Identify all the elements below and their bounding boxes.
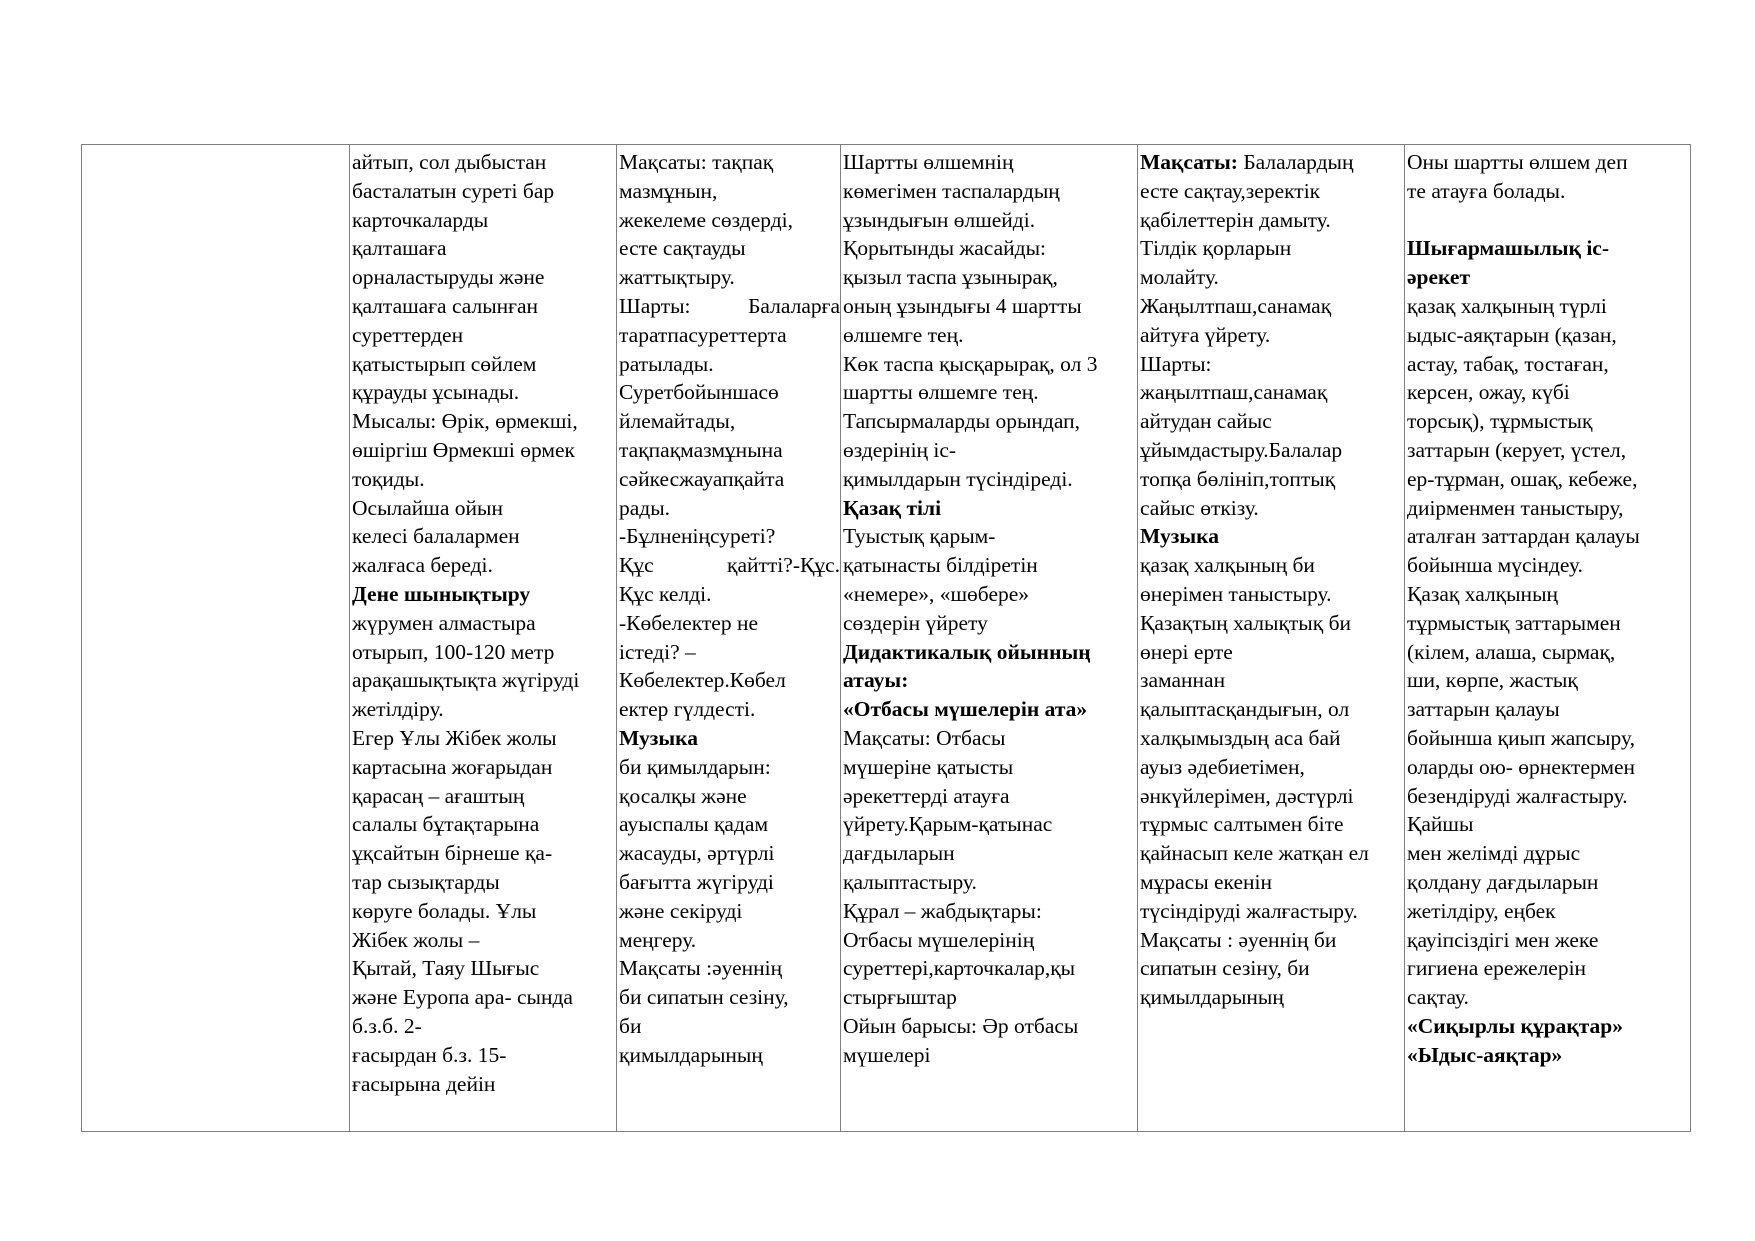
- text-line: картасына жоғарыдан: [352, 754, 553, 779]
- text-line: жүрумен алмастыра: [352, 610, 536, 635]
- text-line: те атауға болады.: [1407, 178, 1566, 203]
- text-line: қимылдарының: [1140, 985, 1284, 1010]
- text-line: тоқиды.: [352, 466, 425, 491]
- text-line: жетілдіру.: [352, 697, 444, 722]
- text-line: ши, көрпе, жастық: [1407, 668, 1578, 693]
- text-fragment: Балалардың: [1237, 150, 1354, 174]
- text-line: «Ыдыс-аяқтар»: [1407, 1042, 1563, 1067]
- text-line: айтып, сол дыбыстан: [352, 150, 547, 174]
- text-line: бойынша мүсіндеу.: [1407, 553, 1583, 578]
- text-line: қарасаң – ағаштың: [352, 783, 525, 808]
- text-fragment: Құс: [619, 553, 654, 578]
- text-line: қосалқы және: [619, 783, 747, 808]
- text-line: әнкүйлерімен, дәстүрлі: [1140, 783, 1354, 808]
- text-line: рады.: [619, 495, 671, 520]
- text-line: арақашықтықта жүгіруді: [352, 668, 580, 693]
- text-line: ектер гүлдесті.: [619, 697, 756, 722]
- text-line: ауыспалы қадам: [619, 812, 769, 837]
- text-line: тар сызықтарды: [352, 869, 500, 894]
- text-line: қимылдарының: [619, 1042, 763, 1067]
- text-line: заттарын қалауы: [1407, 697, 1560, 722]
- text-line: құрауды ұсынады.: [352, 380, 520, 405]
- text-line: молайту.: [1140, 265, 1219, 290]
- text-line: Ойын барысы: Әр отбасы: [843, 1013, 1079, 1038]
- text-line: өздерінің іс-: [843, 437, 957, 462]
- text-line: мұрасы екенін: [1140, 869, 1272, 894]
- text-line: б.з.б. 2-: [352, 1013, 422, 1038]
- text-line: қайнасып келе жатқан ел: [1140, 841, 1369, 866]
- text-line: Шарты:: [1140, 351, 1212, 376]
- text-line: есте сақтауды: [619, 236, 746, 261]
- text-line: Мақсаты: Отбасы: [843, 725, 1006, 750]
- text-line: жекелеме сөздерді,: [619, 207, 793, 232]
- text-line: Көк таспа қысқарырақ, ол 3: [843, 351, 1098, 376]
- text-line: атауы:: [843, 668, 909, 693]
- text-line: қалыптасқандығын, ол: [1140, 697, 1350, 722]
- text-line: Оны шартты өлшем деп: [1407, 150, 1628, 174]
- text-line: үйрету.Қарым-қатынас: [843, 812, 1053, 837]
- table-row: [82, 145, 1691, 1132]
- table-cell-col-5: [1138, 145, 1405, 1132]
- text-line: өлшемге тең.: [843, 322, 964, 347]
- text-line: Құрал – жабдықтары:: [843, 898, 1042, 923]
- text-line: [619, 292, 840, 321]
- text-line: Суретбойыншасө: [619, 380, 779, 405]
- table-cell-col-1: [82, 145, 350, 1132]
- text-line: би қимылдарын:: [619, 754, 771, 779]
- text-line: қалташаға салынған: [352, 293, 539, 318]
- text-line: йлемайтады,: [619, 409, 736, 434]
- text-line: ауыз әдебиетімен,: [1140, 754, 1305, 779]
- text-line: түсіндіруді жалғастыру.: [1140, 898, 1358, 923]
- text-line: ұзындығын өлшейді.: [843, 207, 1036, 232]
- text-line: Осылайша ойын: [352, 495, 503, 520]
- text-line: және Еуропа ара- сында: [352, 985, 573, 1010]
- text-line: қолдану дағдыларын: [1407, 869, 1599, 894]
- text-line: есте сақтау,зеректік: [1140, 178, 1321, 203]
- text-line: Мысалы: Өрік, өрмекші,: [352, 409, 578, 434]
- text-line: қимылдарын түсіндіреді.: [843, 466, 1073, 491]
- text-line: ғасырына дейін: [352, 1071, 496, 1096]
- text-line: оның ұзындығы 4 шартты: [843, 293, 1082, 318]
- table-cell-col-2: [350, 145, 617, 1132]
- text-line: және секіруді: [619, 898, 743, 923]
- text-line: суреттерден: [352, 322, 464, 347]
- text-line: [1140, 148, 1404, 177]
- text-line: жаттықтыру.: [619, 265, 735, 290]
- text-line: Қытай, Таяу Шығыс: [352, 956, 540, 981]
- text-line: сипатын сезіну, би: [1140, 956, 1310, 981]
- text-line: айтуға үйрету.: [1140, 322, 1271, 347]
- text-line: Тапсырмаларды орындап,: [843, 409, 1080, 434]
- text-line: бойынша қиып жапсыру,: [1407, 725, 1635, 750]
- text-line: қалыптастыру.: [843, 869, 977, 894]
- table-cell-col-3: [617, 145, 841, 1132]
- text-line: тұрмыстық заттарымен: [1407, 610, 1621, 635]
- text-line: қауіпсіздігі мен жеке: [1407, 927, 1599, 952]
- text-line: «немере», «шөбере»: [843, 581, 1030, 606]
- text-line: Мақсаты: тақпақ: [619, 150, 774, 174]
- text-line: ұйымдастыру.Балалар: [1140, 437, 1343, 462]
- text-line: таратпасуреттерта: [619, 322, 787, 347]
- text-line: мүшелері: [843, 1042, 931, 1067]
- text-line: сәйкесжауапқайта: [619, 466, 785, 491]
- text-line: Дидактикалық ойынның: [843, 639, 1091, 664]
- text-line: жалғаса береді.: [352, 553, 493, 578]
- text-line: Егер Ұлы Жібек жолы: [352, 725, 557, 750]
- text-line: ғасырдан б.з. 15-: [352, 1042, 507, 1067]
- text-line: Дене шынықтыру: [352, 581, 531, 606]
- text-fragment: Шарты:: [619, 293, 691, 318]
- text-line: [1407, 206, 1690, 235]
- text-line: Музыка: [619, 725, 698, 750]
- text-line: тұрмыс салтымен біте: [1140, 812, 1344, 837]
- text-line: Мақсаты : әуеннің би: [1140, 927, 1337, 952]
- text-line: суреттері,карточкалар,қы: [843, 956, 1076, 981]
- text-fragment: Балаларға: [748, 293, 840, 318]
- text-line: топқа бөлініп,топтық: [1140, 466, 1336, 491]
- text-line: жетілдіру, еңбек: [1407, 898, 1556, 923]
- text-line: торсық), тұрмыстық: [1407, 409, 1593, 434]
- text-line: (кілем, алаша, сырмақ,: [1407, 639, 1616, 664]
- text-line: стырғыштар: [843, 985, 957, 1010]
- text-line: -Көбелектер не: [619, 610, 758, 635]
- text-line: сөздерін үйрету: [843, 610, 988, 635]
- text-line: мүшеріне қатысты: [843, 754, 1014, 779]
- text-line: ер-тұрман, ошақ, кебеже,: [1407, 466, 1638, 491]
- text-line: заманнан: [1140, 668, 1226, 693]
- text-line: Қайшы: [1407, 812, 1474, 837]
- text-line: [619, 551, 840, 580]
- text-line: өнері ерте: [1140, 639, 1233, 664]
- plan-table: [81, 144, 1691, 1132]
- text-line: диірменмен таныстыру,: [1407, 495, 1624, 520]
- text-line: Құс келді.: [619, 581, 712, 606]
- text-line: «Отбасы мүшелерін ата»: [843, 697, 1088, 722]
- text-line: келесі балалармен: [352, 524, 520, 549]
- text-line: қатынасты білдіретін: [843, 553, 1038, 578]
- text-line: өшіргіш Өрмекші өрмек: [352, 437, 575, 462]
- text-line: меңгеру.: [619, 927, 697, 952]
- text-line: гигиена ережелерін: [1407, 956, 1587, 981]
- text-line: басталатын суреті бар: [352, 178, 555, 203]
- text-line: Қорытынды жасайды:: [843, 236, 1047, 261]
- text-line: сақтау.: [1407, 985, 1469, 1010]
- text-line: оларды ою- өрнектермен: [1407, 754, 1636, 779]
- text-line: жасауды, әртүрлі: [619, 841, 775, 866]
- text-line: карточкаларды: [352, 207, 489, 232]
- text-line: қалташаға: [352, 236, 447, 261]
- text-line: айтудан сайыс: [1140, 409, 1272, 434]
- text-line: Шартты өлшемнің: [843, 150, 1014, 174]
- text-line: сайыс өткізу.: [1140, 495, 1259, 520]
- text-line: астау, табақ, тостаған,: [1407, 351, 1609, 376]
- text-line: -Бұлненіңсуреті?: [619, 524, 776, 549]
- text-line: қатыстырып сөйлем: [352, 351, 537, 376]
- text-line: мен желімді дұрыс: [1407, 841, 1581, 866]
- text-line: көмегімен таспалардың: [843, 178, 1060, 203]
- text-line: ратылады.: [619, 351, 714, 376]
- text-line: көруге болады. Ұлы: [352, 898, 537, 923]
- text-line: «Сиқырлы құрақтар»: [1407, 1013, 1623, 1038]
- text-line: Көбелектер.Көбел: [619, 668, 786, 693]
- text-line: қызыл таспа ұзынырақ,: [843, 265, 1058, 290]
- text-line: Қазақтың халықтық би: [1140, 610, 1352, 635]
- text-line: Тілдік қорларын: [1140, 236, 1292, 261]
- text-line: әрекеттерді атауға: [843, 783, 1010, 808]
- text-line: Музыка: [1140, 524, 1219, 549]
- text-line: орналастыруды және: [352, 265, 545, 290]
- text-line: қазақ халқының түрлі: [1407, 293, 1607, 318]
- text-line: би сипатын сезіну,: [619, 985, 789, 1010]
- text-line: ыдыс-аяқтарын (қазан,: [1407, 322, 1617, 347]
- text-line: Отбасы мүшелерінің: [843, 927, 1035, 952]
- text-line: би: [619, 1013, 642, 1038]
- text-line: өнерімен таныстыру.: [1140, 581, 1332, 606]
- text-line: Қазақ тілі: [843, 495, 942, 520]
- text-line: Мақсаты :әуеннің: [619, 956, 783, 981]
- text-line: халқымыздың аса бай: [1140, 725, 1341, 750]
- text-line: Жаңылтпаш,санамақ: [1140, 293, 1332, 318]
- text-line: Жібек жолы –: [352, 927, 480, 952]
- text-line: қазақ халқының би: [1140, 553, 1315, 578]
- text-line: аталған заттардан қалауы: [1407, 524, 1640, 549]
- text-line: дағдыларын: [843, 841, 955, 866]
- text-line: әрекет: [1407, 265, 1470, 290]
- table-cell-col-4: [841, 145, 1138, 1132]
- text-line: керсен, ожау, күбі: [1407, 380, 1570, 405]
- text-line: бағытта жүгіруді: [619, 869, 774, 894]
- text-line: Туыстық қарым-: [843, 524, 996, 549]
- text-line: шартты өлшемге тең.: [843, 380, 1039, 405]
- text-fragment: қайтті?-Құс.: [727, 553, 840, 578]
- text-line: Қазақ халқының: [1407, 581, 1559, 606]
- text-line: отырып, 100-120 метр: [352, 639, 555, 664]
- text-line: тақпақмазмұнына: [619, 437, 783, 462]
- text-line: мазмұнын,: [619, 178, 718, 203]
- text-line: салалы бұтақтарына: [352, 812, 540, 837]
- text-line: қабілеттерін дамыту.: [1140, 207, 1331, 232]
- text-line: жаңылтпаш,санамақ: [1140, 380, 1328, 405]
- text-bold-label: Мақсаты:: [1140, 150, 1238, 174]
- text-line: безендіруді жалғастыру.: [1407, 783, 1628, 808]
- text-line: заттарын (керует, үстел,: [1407, 437, 1627, 462]
- text-line: істеді? –: [619, 639, 696, 664]
- text-line: Шығармашылық іс-: [1407, 236, 1610, 261]
- table-cell-col-6: [1405, 145, 1691, 1132]
- text-line: ұқсайтын бірнеше қа-: [352, 841, 553, 866]
